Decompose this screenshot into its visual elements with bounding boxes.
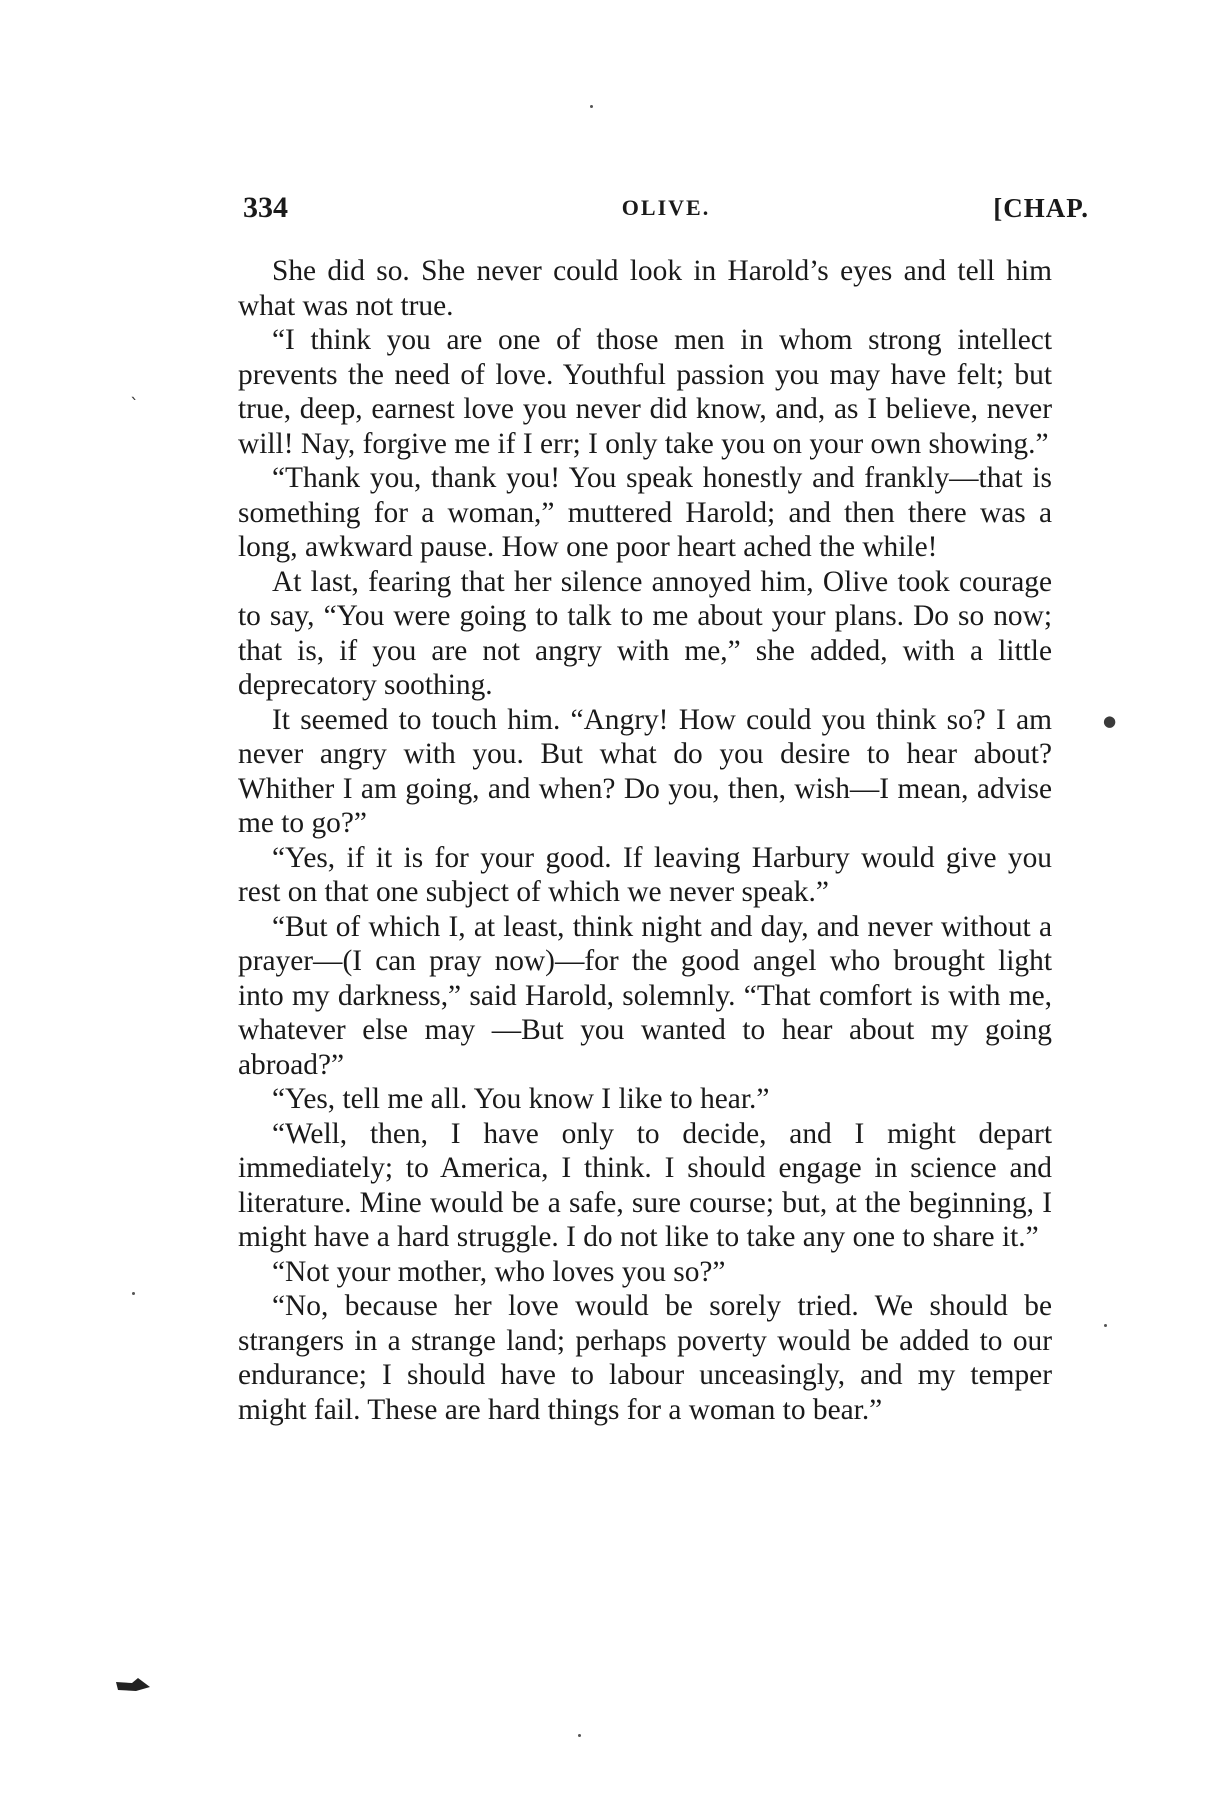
margin-pointer-mark bbox=[116, 1678, 150, 1692]
paragraph-11: “No, because her love would be sorely tried. We should be strangers in a strange land; perhaps poverty would be added to our endurance; I should have to labour unceasingly, and my temper might fail. These are hard things for a woman to bear.” bbox=[238, 1290, 1052, 1426]
paragraph-2: “I think you are one of those men in whom strong intellect prevents the need of love. Youthful passion you may have felt; but true, deep, earnest love you never did know, and, as I believe, never will! Nay, forgive me if I err; I only take you on your own showing.” bbox=[238, 324, 1052, 460]
paragraph-9: “Well, then, I have only to decide, and I might depart immediately; to America, I think. I should engage in science and literature. Mine would be a safe, sure course; but, at the beginning, I might have a hard struggle. I do not like to take any one to share it.” bbox=[238, 1117, 1052, 1253]
scan-speck-top bbox=[590, 105, 593, 108]
paragraph-7: “But of which I, at least, think night and day, and never without a prayer—(I can pray now)—for the good angel who brought light into my darkness,” said Harold, solemnly. “That comfort is with me, whatever else may —But you wanted to hear about my going abroad?” bbox=[238, 910, 1052, 1081]
chapter-marker: [CHAP. bbox=[993, 193, 1089, 223]
paragraph-6: “Yes, if it is for your good. If leaving Harbury would give you rest on that one subject of which we never speak.” bbox=[238, 841, 1052, 908]
paragraph-10: “Not your mother, who loves you so?” bbox=[272, 1255, 726, 1288]
margin-tick-mark: ˋ bbox=[130, 395, 139, 416]
page-header bbox=[243, 188, 1089, 228]
body-text bbox=[238, 254, 1052, 1427]
page-number: 334 bbox=[243, 191, 288, 224]
scan-speck-bottom bbox=[578, 1734, 581, 1737]
scan-speck-right bbox=[1104, 1324, 1107, 1327]
running-title: OLIVE. bbox=[621, 195, 711, 220]
margin-bullet-mark: ● bbox=[1103, 712, 1117, 730]
scan-speck-left bbox=[132, 1292, 135, 1295]
paragraph-1: She did so. She never could look in Harold’s eyes and tell him what was not true. bbox=[238, 255, 1052, 322]
paragraph-4: At last, fearing that her silence annoyed him, Olive took courage to say, “You were going to talk to me about your plans. Do so now; that is, if you are not angry with me,” she added, with a little deprecatory soothing. bbox=[238, 565, 1052, 701]
paragraph-5: It seemed to touch him. “Angry! How could you think so? I am never angry with you. But what do you desire to hear about? Whither I am going, and when? Do you, then, wish—I mean, advise me to go?” bbox=[238, 703, 1052, 839]
paragraph-8: “Yes, tell me all. You know I like to hear.” bbox=[272, 1083, 770, 1115]
paragraph-3: “Thank you, thank you! You speak honestly and frankly—that is something for a woman,” muttered Harold; and then there was a long, awkward pause. How one poor heart ached the while! bbox=[238, 462, 1052, 563]
